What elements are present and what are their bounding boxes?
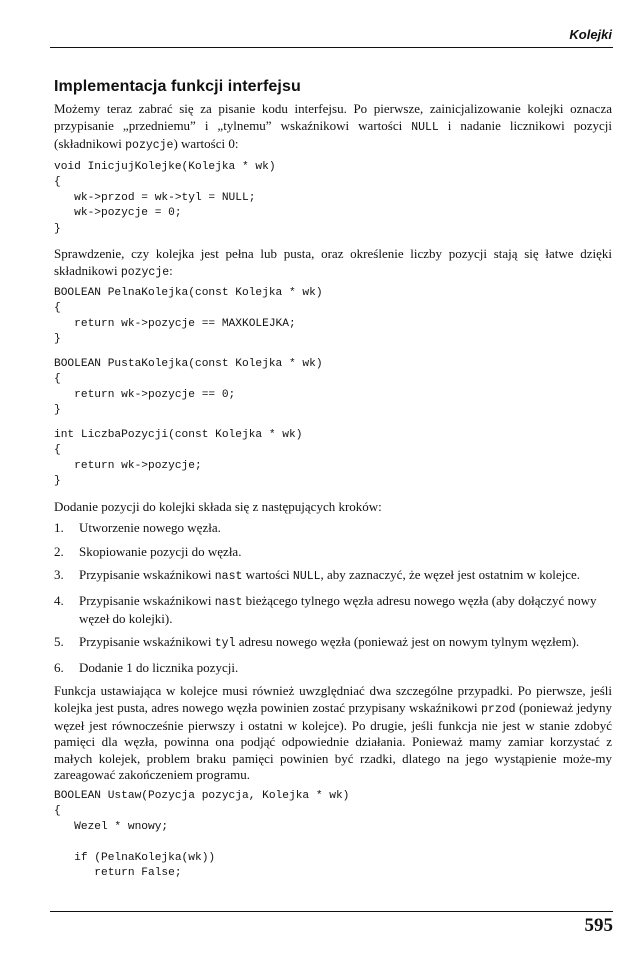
code-block-pelna: BOOLEAN PelnaKolejka(const Kolejka * wk) { return wk->pozycje == MAXKOLEJKA; } [54, 286, 323, 346]
paragraph-steps-intro: Dodanie pozycji do kolejki składa się z następujących kroków: [54, 498, 382, 514]
footer-rule [50, 911, 613, 912]
inline-code: pozycje [125, 139, 174, 153]
header-rule [50, 47, 613, 48]
code-block-liczba: int LiczbaPozycji(const Kolejka * wk) { return wk->pozycje; } [54, 428, 303, 488]
list-item: 5. Przypisanie wskaźnikowi tyl adresu nowego węzła (ponieważ jest on nowym tylnym węzłem). [54, 634, 580, 651]
paragraph-special-cases: Funkcja ustawiająca w kolejce musi również uwzględniać dwa szczególne przypadki. Po pierwsze, jeśli kolejka jest pusta, adres nowego węzła powinien zostać przypisany wskaźnikowi przod (ponieważ jedyny węzeł jest równocześnie pierwszy i ostatni w kolejce). Po drugie, jeśli funkcja nie jest w stanie zdobyć pamięci dla węzła, powinna ona podjąć odpowiednie działania. Ponieważ mamy zamiar korzystać z małych kolejek, problem braku pamięci powinien być rzadki, dlatego na jego wystąpienie może-my zareagować zakończeniem programu. [54, 683, 612, 783]
code-block-pusta: BOOLEAN PustaKolejka(const Kolejka * wk) { return wk->pozycje == 0; } [54, 357, 323, 417]
page-number: 595 [584, 915, 613, 936]
inline-code: tyl [214, 637, 236, 651]
list-item: 6. Dodanie 1 do licznika pozycji. [54, 659, 239, 675]
list-item: 3. Przypisanie wskaźnikowi nast wartości NULL, aby zaznaczyć, że węzeł jest ostatnim w kolejce. [54, 567, 581, 584]
inline-code: przod [481, 702, 516, 716]
inline-code: pozycje [120, 265, 170, 279]
inline-code: NULL [292, 570, 321, 584]
section-heading: Implementacja funkcji interfejsu [54, 78, 301, 95]
code-block-ustaw: BOOLEAN Ustaw(Pozycja pozycja, Kolejka * wk) { Wezel * wnowy; if (PelnaKolejka(wk)) return False; [54, 789, 350, 880]
inline-code: nast [214, 595, 243, 609]
code-block-inicjuj: void InicjujKolejke(Kolejka * wk) { wk->przod = wk->tyl = NULL; wk->pozycje = 0; } [54, 160, 276, 235]
steps-list [54, 520, 612, 676]
list-item: 1. Utworzenie nowego węzła. [54, 520, 221, 536]
paragraph-check: Sprawdzenie, czy kolejka jest pełna lub pusta, oraz określenie liczby pozycji stają się łatwe dzięki składnikowi pozycje: [54, 246, 612, 279]
paragraph-init: Możemy teraz zabrać się za pisanie kodu interfejsu. Po pierwsze, zainicjalizowanie kolejki oznacza przypisanie „przedniemu” i „tylnemu” wskaźnikowi wartości NULL i nadanie licznikowi pozycji (składnikowi pozycje) wartości 0: [54, 101, 612, 153]
inline-code: NULL [411, 120, 439, 134]
running-header: Kolejki [569, 27, 612, 42]
inline-code: nast [214, 570, 243, 584]
list-item: 4. Przypisanie wskaźnikowi nast bieżącego tylnego węzła adresu nowego węzła (aby dołączyć nowy węzeł do kolejki). [54, 592, 597, 626]
list-item: 2. Skopiowanie pozycji do węzła. [54, 543, 242, 559]
page-body [54, 79, 612, 891]
